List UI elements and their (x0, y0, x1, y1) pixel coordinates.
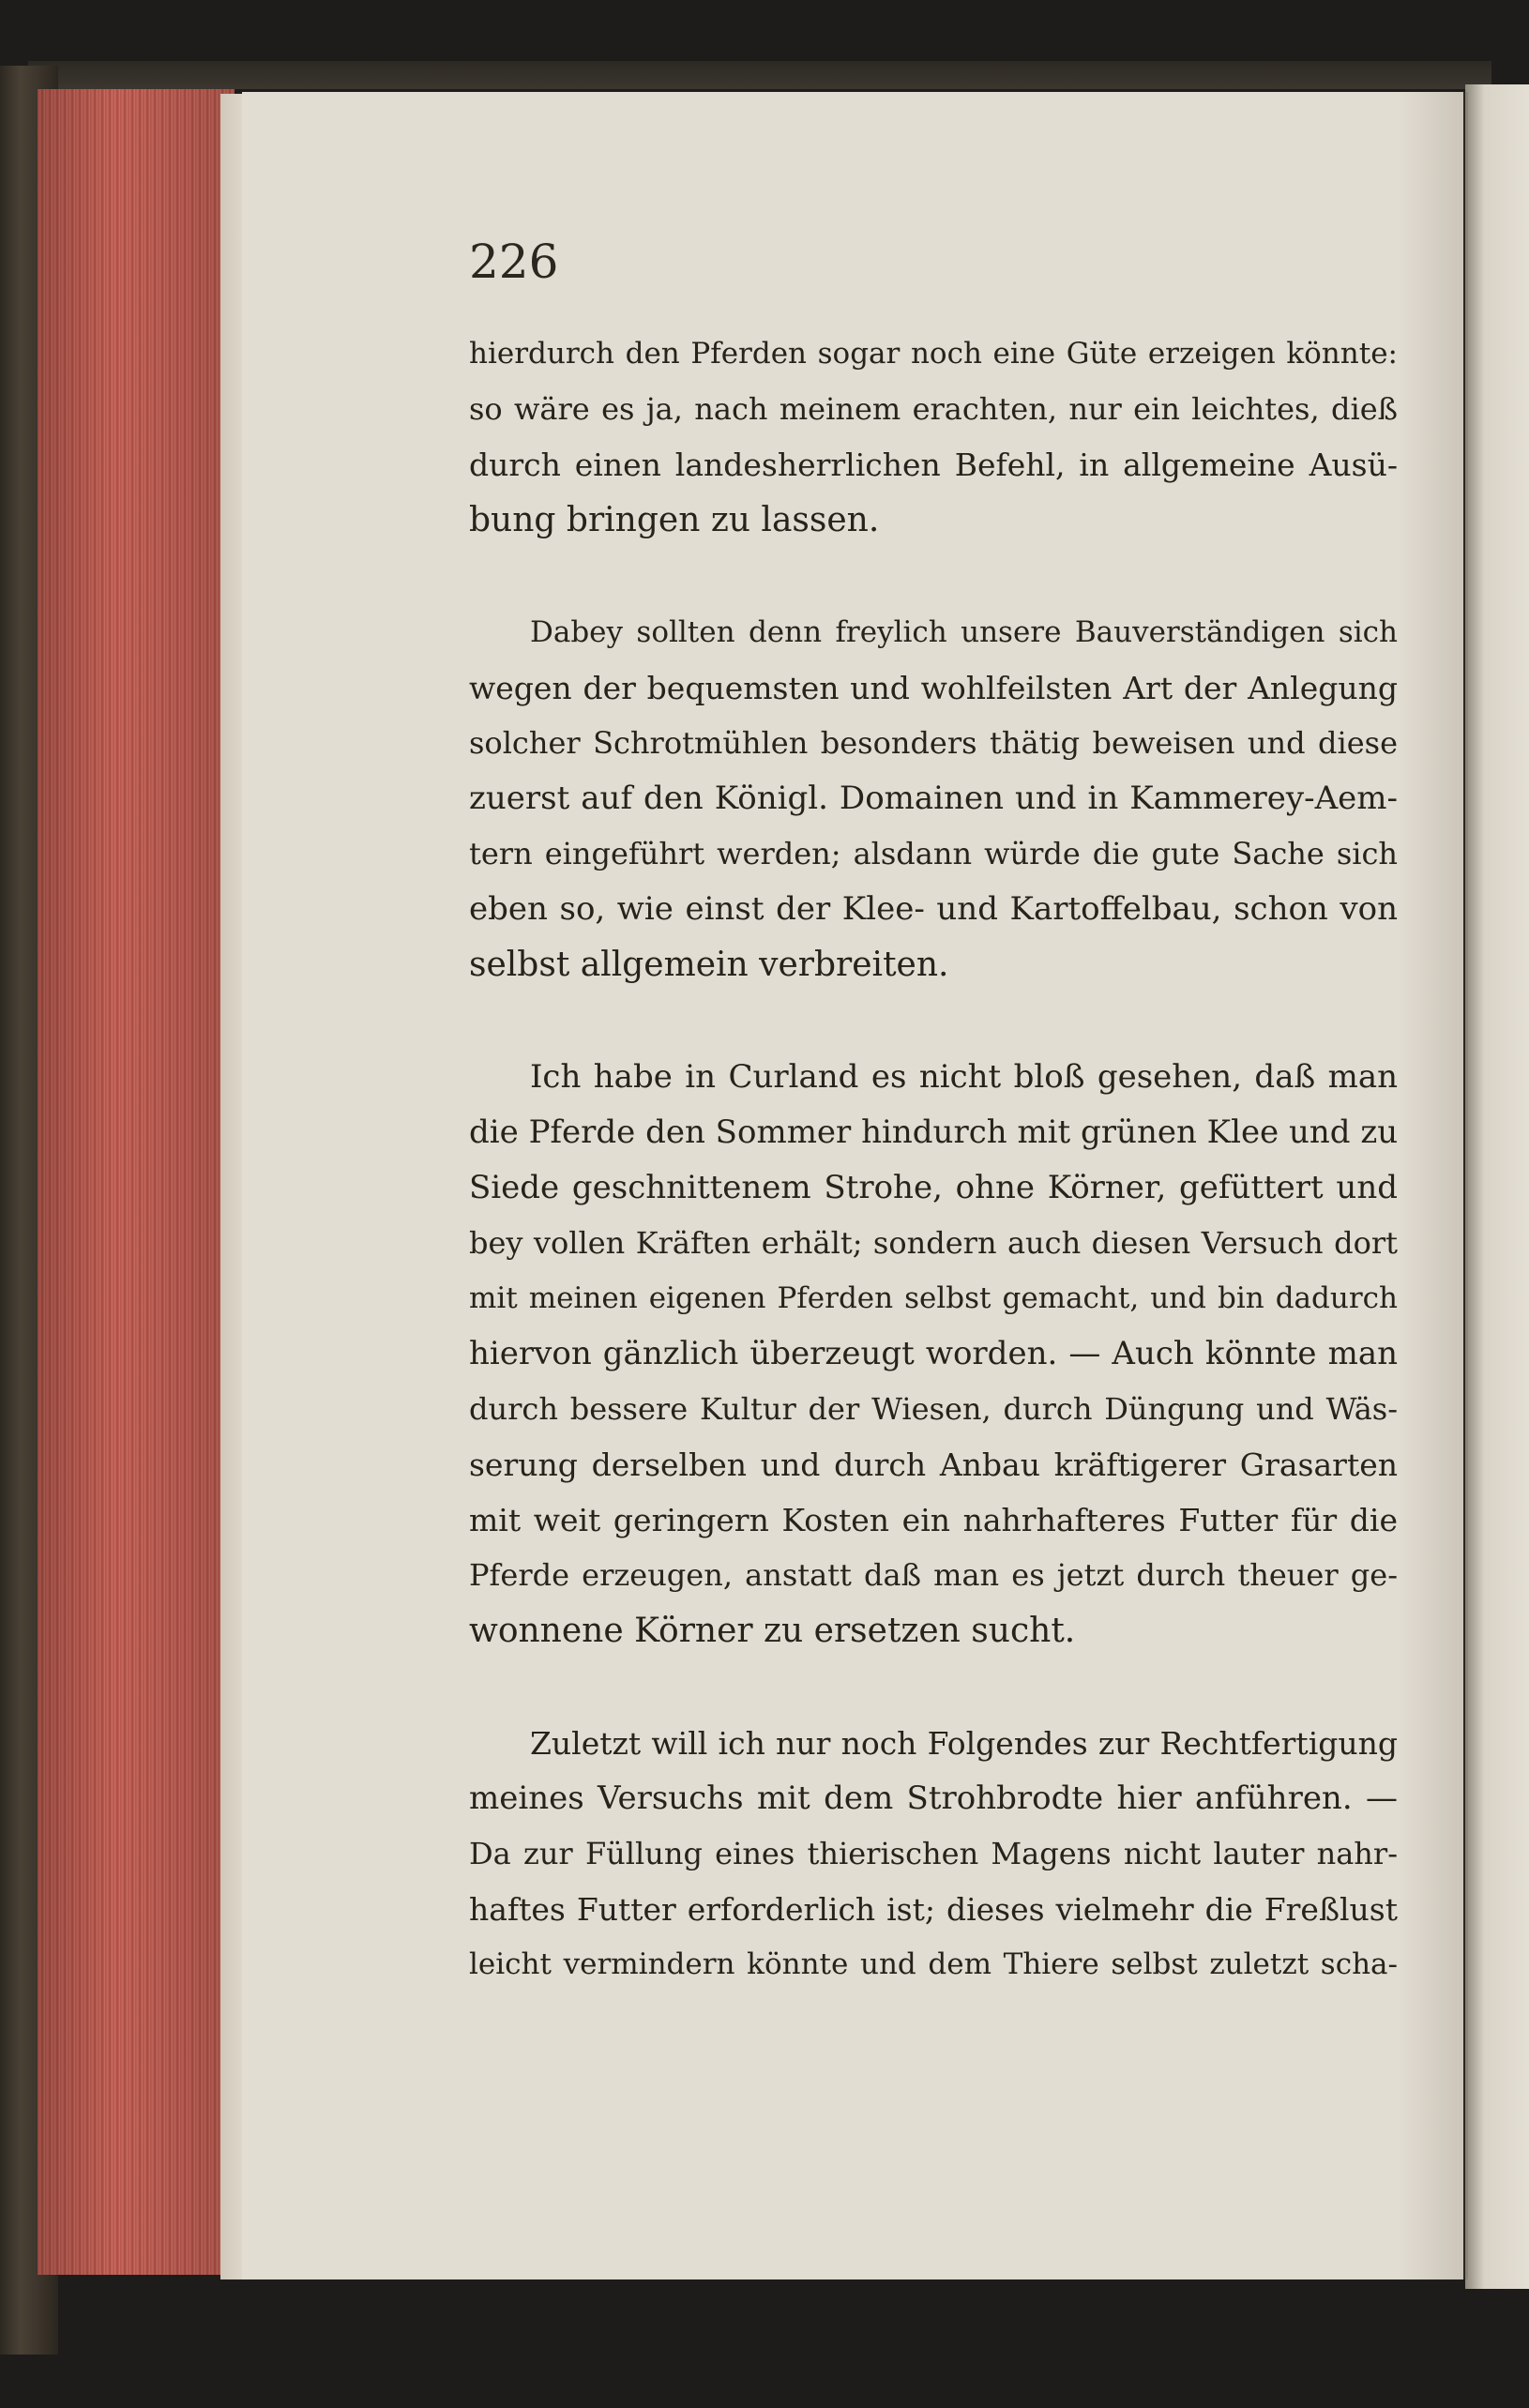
text-line: Zuletzt will ich nur noch Folgendes zur Rechtfertigung (530, 1725, 1398, 1762)
text-line: wegen der bequemsten und wohlfeilsten Art der Anlegung (469, 670, 1398, 706)
text-line: haftes Futter erforderlich ist; dieses vielmehr die Freßlust (469, 1891, 1398, 1928)
text-line: mit meinen eigenen Pferden selbst gemacht, und bin dadurch (469, 1281, 1398, 1315)
paragraph-gap (469, 548, 1398, 605)
text-line: hierdurch den Pferden sogar noch eine Güte erzeigen könnte: (469, 337, 1398, 371)
text-line: Dabey sollten denn freylich unsere Bauverständigen sich (530, 615, 1398, 649)
text-line: Da zur Füllung eines thierischen Magens nicht lauter nahr- (469, 1836, 1398, 1871)
text-line: durch einen landesherrlichen Befehl, in allgemeine Ausü- (469, 447, 1398, 483)
text-line: durch bessere Kultur der Wiesen, durch Düngung und Wäs- (469, 1391, 1398, 1427)
text-line: hiervon gänzlich überzeugt worden. — Auch könnte man (469, 1335, 1398, 1372)
page-gutter-shadow (1398, 92, 1468, 2279)
text-line: selbst allgemein verbreiten. (469, 946, 949, 984)
page-text (469, 326, 1398, 1992)
paragraph-4 (469, 1716, 1398, 1992)
text-line: Siede geschnittenem Strohe, ohne Körner, gefüttert und (469, 1169, 1398, 1206)
text-line: Pferde erzeugen, anstatt daß man es jetzt durch theuer ge- (469, 1557, 1398, 1593)
page-edges-shading (38, 89, 235, 2275)
text-line: eben so, wie einst der Klee- und Kartoffelbau, schon von (469, 890, 1398, 928)
book-cover-top (28, 61, 1491, 89)
text-line: meines Versuchs mit dem Strohbrodte hier anführen. — (469, 1779, 1398, 1817)
text-line: leicht vermindern könnte und dem Thiere selbst zuletzt scha- (469, 1947, 1398, 1981)
text-line: Ich habe in Curland es nicht bloß gesehen, daß man (530, 1058, 1398, 1096)
text-line: wonnene Körner zu ersetzen sucht. (469, 1612, 1076, 1650)
paragraph-gap (469, 992, 1398, 1050)
text-line: solcher Schrotmühlen besonders thätig beweisen und diese (469, 725, 1398, 761)
paragraph-gap (469, 1658, 1398, 1716)
text-line: serung derselben und durch Anbau kräftigerer Grasarten (469, 1446, 1398, 1483)
paragraph-3 (469, 1050, 1398, 1658)
paragraph-2 (469, 605, 1398, 992)
page-number: 226 (469, 235, 559, 289)
text-line: die Pferde den Sommer hindurch mit grünen Klee und zu (469, 1113, 1399, 1151)
text-line: mit weit geringern Kosten ein nahrhafteres Futter für die (469, 1502, 1398, 1538)
text-line: bey vollen Kräften erhält; sondern auch diesen Versuch dort (469, 1225, 1398, 1261)
text-line: tern eingeführt werden; alsdann würde die gute Sache sich (469, 836, 1398, 871)
text-line: so wäre es ja, nach meinem erachten, nur ein leichtes, dieß (469, 391, 1398, 427)
text-line: bung bringen zu lassen. (469, 501, 880, 539)
paragraph-1 (469, 326, 1398, 548)
adjacent-page (1465, 84, 1529, 2289)
text-line: zuerst auf den Königl. Domainen und in Kammerey-Aem- (469, 780, 1398, 817)
